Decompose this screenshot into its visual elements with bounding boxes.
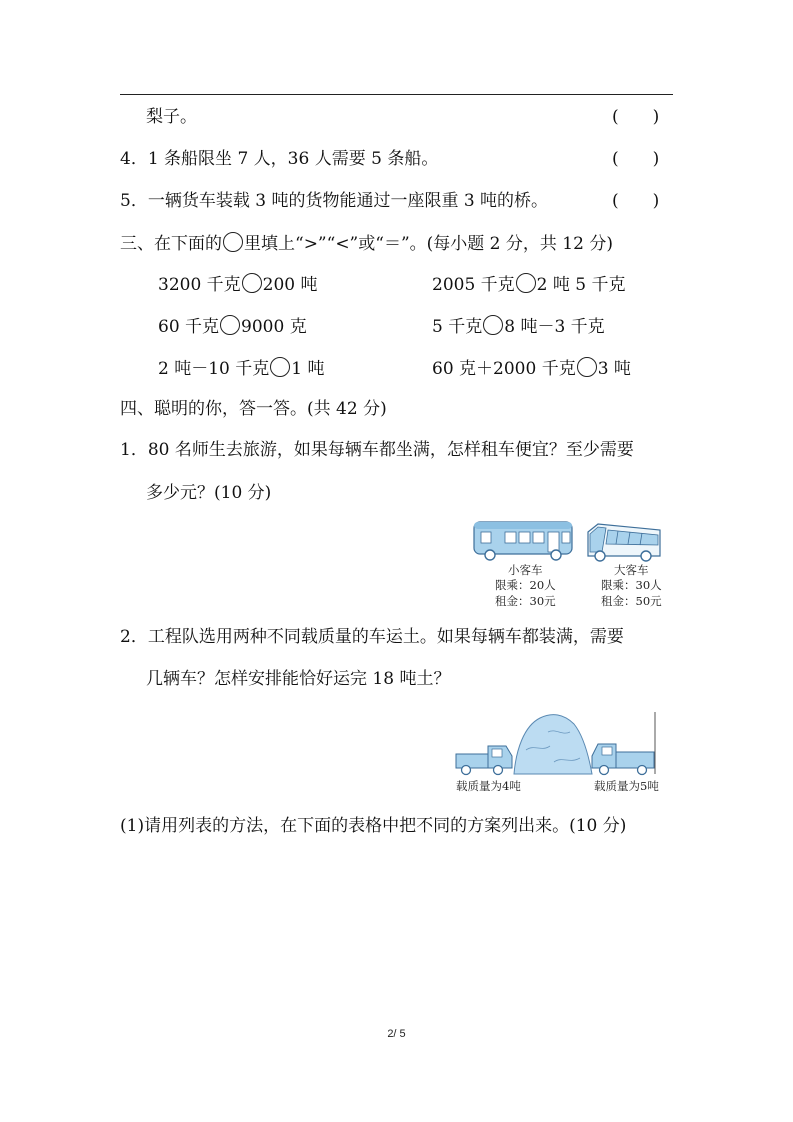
header-rule — [120, 94, 673, 95]
section-4-title: 四、聪明的你，答一答。(共 42 分) — [120, 399, 387, 419]
compare-left: 5 千克 — [432, 317, 483, 337]
q3-continuation: 梨子。 — [146, 107, 197, 127]
question-4-2-sub1: (1)请用列表的方法，在下面的表格中把不同的方案列出来。(10 分) — [120, 816, 627, 836]
compare-item-6 — [432, 357, 631, 381]
compare-left: 60 千克 — [158, 317, 220, 337]
truck-4t-label: 载质量为4吨 — [456, 779, 521, 793]
big-bus-image — [584, 518, 664, 564]
small-bus-rent: 租金：30元 — [495, 594, 556, 608]
compare-circle-blank[interactable] — [577, 357, 597, 377]
compare-left: 3200 千克 — [158, 275, 241, 295]
truck-5t-label: 载质量为5吨 — [594, 779, 659, 793]
compare-item-2 — [432, 273, 626, 297]
question-5: 5．一辆货车装载 3 吨的货物能通过一座限重 3 吨的桥。 — [120, 191, 549, 211]
trucks-soil-image — [452, 710, 662, 780]
section-3-title — [120, 232, 613, 256]
compare-right: 8 吨－3 千克 — [504, 317, 605, 337]
answer-bracket-q5[interactable]: ( ) — [612, 191, 660, 211]
question-4: 4．1 条船限坐 7 人，36 人需要 5 条船。 — [120, 149, 439, 169]
compare-item-1 — [158, 273, 318, 297]
question-4-2-line2: 几辆车？怎样安排能恰好运完 18 吨土？ — [146, 669, 451, 689]
question-4-2-line1: 2．工程队选用两种不同载质量的车运土。如果每辆车都装满，需要 — [120, 627, 624, 647]
section-3-title-start: 三、在下面的 — [120, 234, 222, 254]
compare-circle-blank[interactable] — [220, 315, 240, 335]
compare-right: 2 吨 5 千克 — [536, 275, 626, 295]
small-bus-limit: 限乘：20人 — [495, 578, 556, 592]
compare-right: 9000 克 — [241, 317, 307, 337]
compare-right: 3 吨 — [597, 359, 631, 379]
answer-bracket-q3[interactable]: ( ) — [612, 107, 660, 127]
small-bus-image — [472, 518, 576, 564]
compare-right: 200 吨 — [262, 275, 318, 295]
compare-left: 60 克＋2000 千克 — [432, 359, 576, 379]
compare-left: 2 吨－10 千克 — [158, 359, 270, 379]
small-bus-name: 小客车 — [508, 563, 543, 577]
compare-item-4 — [432, 315, 605, 339]
compare-circle-blank[interactable] — [483, 315, 503, 335]
compare-circle-blank[interactable] — [242, 273, 262, 293]
compare-item-5 — [158, 357, 325, 381]
question-4-1-line2: 多少元？(10 分) — [146, 483, 272, 503]
section-3-title-end: 里填上“>”“<”或“＝”。(每小题 2 分，共 12 分) — [244, 234, 613, 254]
circle-icon — [223, 232, 243, 252]
compare-circle-blank[interactable] — [270, 357, 290, 377]
page-number: 2/ 5 — [387, 1028, 406, 1040]
question-4-1-line1: 1．80 名师生去旅游，如果每辆车都坐满，怎样租车便宜？至少需要 — [120, 440, 634, 460]
big-bus-name: 大客车 — [614, 563, 649, 577]
answer-bracket-q4[interactable]: ( ) — [612, 149, 660, 169]
big-bus-limit: 限乘：30人 — [601, 578, 662, 592]
compare-circle-blank[interactable] — [516, 273, 536, 293]
compare-right: 1 吨 — [291, 359, 325, 379]
compare-left: 2005 千克 — [432, 275, 515, 295]
compare-item-3 — [158, 315, 307, 339]
big-bus-rent: 租金：50元 — [601, 594, 662, 608]
